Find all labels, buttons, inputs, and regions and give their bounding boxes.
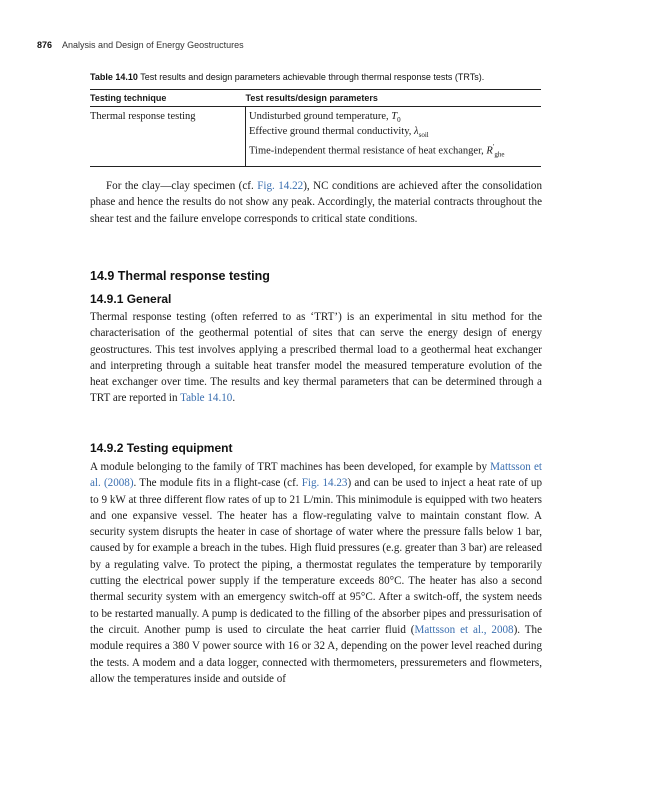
paragraph-equipment: A module belonging to the family of TRT machines has been developed, for example by Mattsson et al. (2008). The module fits in a flight-case (cf. Fig. 14.23) and can be used to inject a heat rate of up to 9 kW at three different flow rates of up to 21 L/min. This minimodule is equipped with two heaters and one expansive vessel. The heater has a flow-regulating valve to maintain constant flow. A security system disrupts the heater in case of shortage of water where the pressure falls below 1 bar, caused by for example a breach in the tubes. High fluid pressures (e.g. greater than 3 bar) are released by a regulating valve. To protect the piping, a thermostat regulates the temperature by temporarily cutting the electrical power supply if the temperature exceeds 80°C. The heater has also a second thermal security system with an emergency switch-off at 95°C. After a switch-off, the system needs to be restarted manually. A pump is dedicated to the filling of the absorber pipes and pressurisation of the circuit. Another pump is used to circulate the heat carrier fluid (Mattsson et al., 2008). The module requires a 380 V power source with 16 or 32 A, depending on the power level reached during the tests. A modem and a data logger, connected with thermometers, pressuremeters and flowmeters, allow the temperatures inside and outside of <box>90 461 542 685</box>
table-row <box>90 107 541 167</box>
table-link[interactable]: Table 14.10 <box>180 392 233 405</box>
fig-link[interactable]: Fig. 14.22 <box>257 180 304 192</box>
col-header-technique: Testing technique <box>90 90 246 107</box>
table-caption-text: Test results and design parameters achievable through thermal response tests (TRTs). <box>140 72 485 82</box>
running-header <box>37 40 244 50</box>
subsection-heading-general: 14.9.1 General <box>90 292 172 306</box>
fig-link[interactable]: Fig. 14.23 <box>301 477 348 490</box>
paragraph-general: Thermal response testing (often referred to as ‘TRT’) is an experimental in situ method for the characterisation of the geothermal potential of sites that can serve the energy design of energy geostructures. This test involves applying a prescribed thermal load to a geothermal heat exchanger and interpreting through a suitable heat transfer model the measured temperature evolution of the heat exchanger over time. The results and key thermal parameters that can be determined through a TRT are reported in Table 14.10. <box>90 311 542 405</box>
table-caption <box>90 72 550 82</box>
cell-technique: Thermal response testing <box>90 107 246 167</box>
cell-parameters <box>246 107 542 167</box>
table-caption-label: Table 14.10 <box>90 72 138 82</box>
col-header-parameters: Test results/design parameters <box>246 90 542 107</box>
param-undisturbed-temperature: Undisturbed ground temperature, $T_0$ <box>249 111 401 125</box>
citation-link[interactable]: Mattsson et al. (2008) <box>90 461 542 490</box>
param-thermal-conductivity: Effective ground thermal conductivity, $\lambda_{soil}$ <box>249 126 429 140</box>
param-thermal-resistance: Time-independent thermal resistance of heat exchanger, $R'_{ghe}$ <box>249 143 505 159</box>
section-heading: 14.9 Thermal response testing <box>90 269 270 283</box>
subsection-heading-equipment: 14.9.2 Testing equipment <box>90 441 233 455</box>
paragraph-clay-specimen: For the clay—clay specimen (cf. Fig. 14.22), NC conditions are achieved after the consolidation phase and hence the results do not show any peak. Accordingly, the material contracts throughout the shear test and the failure envelope corresponds to critical state conditions. <box>90 180 543 225</box>
page-number: 876 <box>37 40 53 50</box>
citation-link[interactable]: Mattsson et al., 2008 <box>414 623 514 636</box>
results-table <box>90 89 541 167</box>
running-title: Analysis and Design of Energy Geostructures <box>62 40 244 50</box>
table-header-row <box>90 90 541 107</box>
